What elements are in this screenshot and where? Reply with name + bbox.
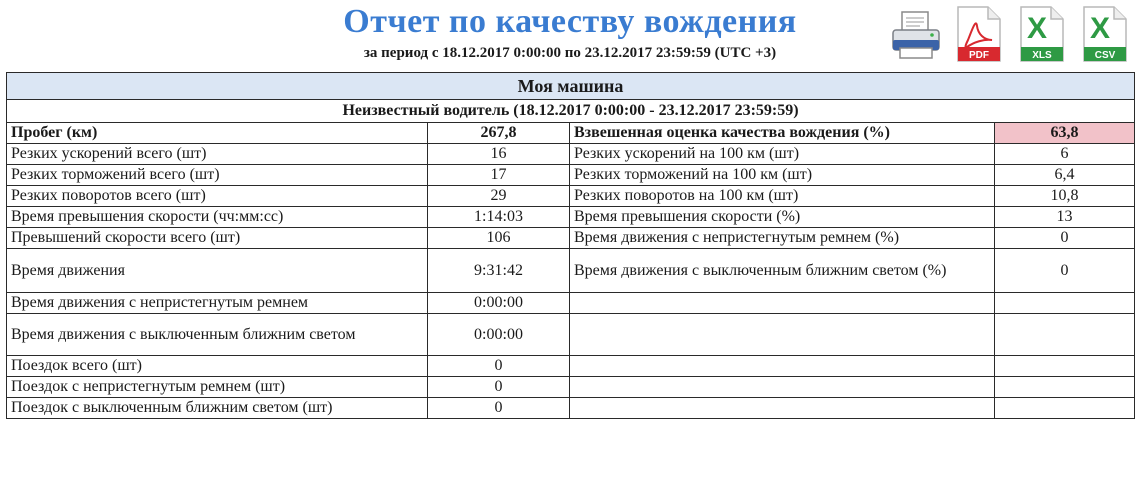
metric-value: 267,8 — [428, 123, 570, 144]
table-row — [7, 123, 1135, 144]
report-title: Отчет по качеству вождения — [343, 3, 797, 40]
metric-value: 13 — [995, 207, 1135, 228]
export-toolbar — [888, 4, 1136, 64]
metric-label: Резких торможений на 100 км (шт) — [570, 165, 995, 186]
export-pdf-button[interactable] — [950, 4, 1006, 64]
driver-name: Неизвестный водитель (18.12.2017 0:00:00 - 23.12.2017 23:59:59) — [7, 100, 1135, 123]
empty-cell — [570, 293, 995, 314]
empty-cell — [570, 377, 995, 398]
metric-value: 29 — [428, 186, 570, 207]
metric-label: Поездок с непристегнутым ремнем (шт) — [7, 377, 428, 398]
table-row — [7, 228, 1135, 249]
metric-value: 0:00:00 — [428, 293, 570, 314]
metric-label: Резких торможений всего (шт) — [7, 165, 428, 186]
metric-label: Время движения с непристегнутым ремнем (%) — [570, 228, 995, 249]
metric-label: Поездок с выключенным ближним светом (шт) — [7, 398, 428, 419]
pdf-icon-label: PDF — [969, 50, 989, 61]
empty-cell — [995, 314, 1135, 356]
metric-value: 10,8 — [995, 186, 1135, 207]
xls-icon-label: XLS — [1032, 50, 1052, 61]
metric-label: Время движения с выключенным ближним светом (%) — [570, 249, 995, 293]
metric-label: Резких поворотов на 100 км (шт) — [570, 186, 995, 207]
svg-text:X: X — [1026, 12, 1048, 45]
empty-cell — [995, 398, 1135, 419]
metric-value: 0 — [428, 398, 570, 419]
empty-cell — [570, 314, 995, 356]
csv-icon — [1076, 4, 1132, 64]
printer-icon — [888, 4, 944, 64]
export-xls-button[interactable] — [1013, 4, 1069, 64]
table-row — [7, 398, 1135, 419]
vehicle-row — [7, 73, 1135, 100]
driver-row — [7, 100, 1135, 123]
metric-label: Резких ускорений всего (шт) — [7, 144, 428, 165]
metric-value: 6 — [995, 144, 1135, 165]
table-row — [7, 356, 1135, 377]
metric-label: Взвешенная оценка качества вождения (%) — [570, 123, 995, 144]
metric-value: 0 — [428, 377, 570, 398]
vehicle-name: Моя машина — [7, 73, 1135, 100]
metric-label: Время движения с непристегнутым ремнем — [7, 293, 428, 314]
table-row — [7, 144, 1135, 165]
empty-cell — [570, 356, 995, 377]
svg-text:X: X — [1089, 12, 1111, 45]
metric-value: 0 — [995, 249, 1135, 293]
metric-value: 0 — [995, 228, 1135, 249]
export-csv-button[interactable] — [1076, 4, 1132, 64]
metric-label: Резких поворотов всего (шт) — [7, 186, 428, 207]
empty-cell — [570, 398, 995, 419]
table-row — [7, 207, 1135, 228]
metric-label: Поездок всего (шт) — [7, 356, 428, 377]
driving-quality-table — [6, 72, 1135, 419]
table-row — [7, 314, 1135, 356]
empty-cell — [995, 293, 1135, 314]
quality-score-value: 63,8 — [995, 123, 1135, 144]
metric-label: Резких ускорений на 100 км (шт) — [570, 144, 995, 165]
metric-value: 0 — [428, 356, 570, 377]
csv-icon-label: CSV — [1094, 50, 1116, 61]
metric-value: 9:31:42 — [428, 249, 570, 293]
empty-cell — [995, 356, 1135, 377]
metric-value: 106 — [428, 228, 570, 249]
table-row — [7, 249, 1135, 293]
metric-label: Превышений скорости всего (шт) — [7, 228, 428, 249]
empty-cell — [995, 377, 1135, 398]
metric-label: Время движения — [7, 249, 428, 293]
table-row — [7, 293, 1135, 314]
metric-value: 17 — [428, 165, 570, 186]
table-row — [7, 165, 1135, 186]
metric-label: Время превышения скорости (%) — [570, 207, 995, 228]
metric-value: 16 — [428, 144, 570, 165]
metric-label: Пробег (км) — [7, 123, 428, 144]
pdf-icon — [950, 4, 1006, 64]
metric-value: 0:00:00 — [428, 314, 570, 356]
xls-icon — [1013, 4, 1069, 64]
metric-label: Время превышения скорости (чч:мм:сс) — [7, 207, 428, 228]
print-button[interactable] — [888, 4, 944, 64]
report-period: за период с 18.12.2017 0:00:00 по 23.12.2017 23:59:59 (UTC +3) — [363, 45, 777, 61]
table-row — [7, 377, 1135, 398]
metric-value: 6,4 — [995, 165, 1135, 186]
metric-value: 1:14:03 — [428, 207, 570, 228]
metric-label: Время движения с выключенным ближним светом — [7, 314, 428, 356]
report-header — [0, 0, 1140, 70]
table-row — [7, 186, 1135, 207]
